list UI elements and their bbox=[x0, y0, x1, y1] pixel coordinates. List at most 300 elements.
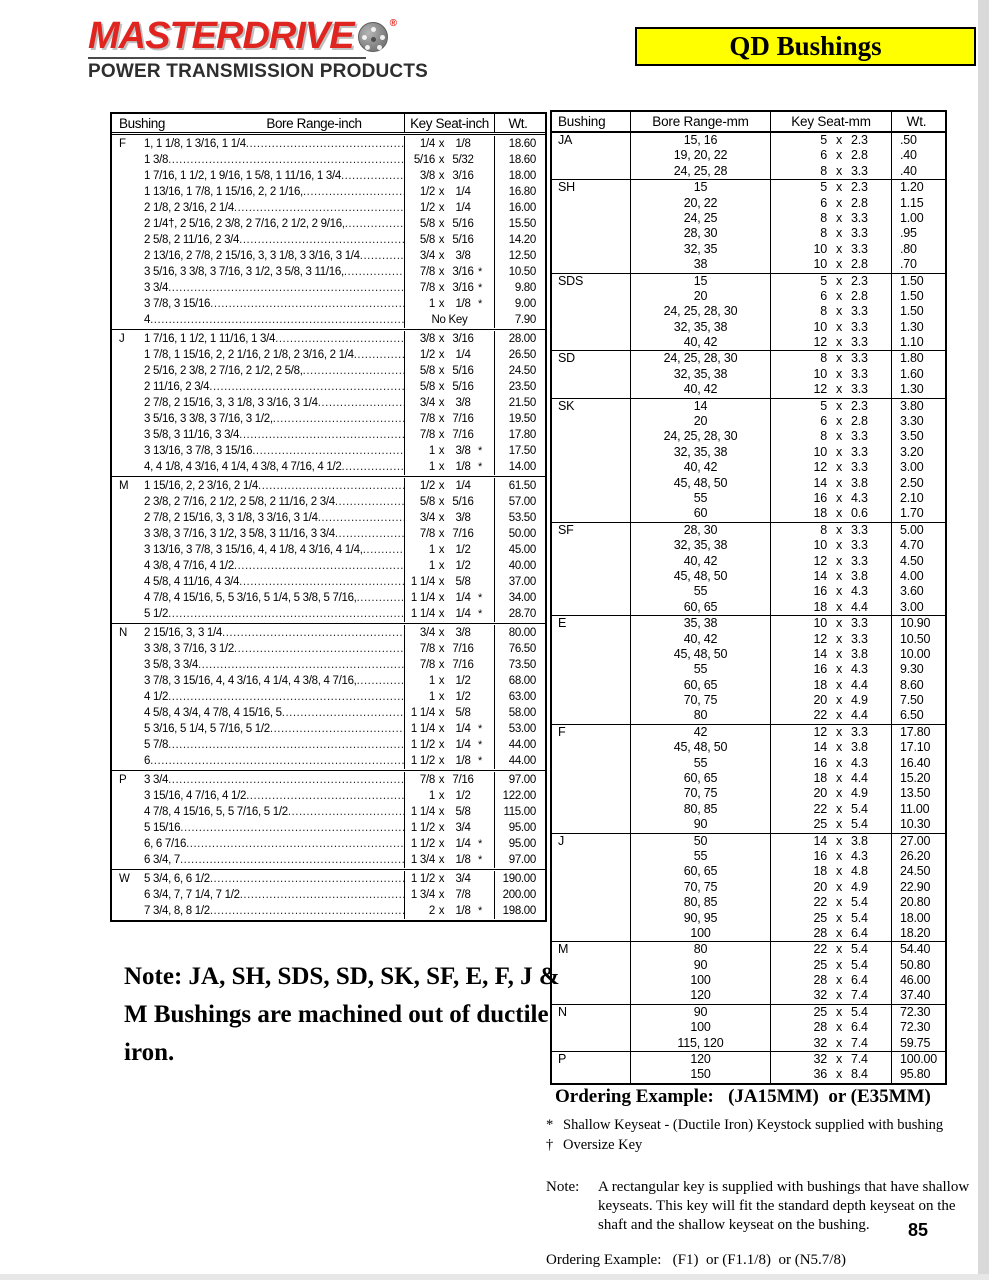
keyseat-x: x bbox=[438, 170, 445, 182]
weight-cell: 198.00 bbox=[494, 903, 541, 919]
keyseat-cell bbox=[404, 331, 494, 347]
bushing-letter: SH bbox=[558, 180, 575, 195]
bore-range-cell: 55 bbox=[630, 491, 770, 506]
bore-cell bbox=[112, 721, 404, 737]
table-row bbox=[112, 478, 545, 494]
keyseat-width: 1 1/2 bbox=[410, 739, 435, 751]
keyseat-height: 5.4 bbox=[851, 942, 868, 957]
keyseat-x: x bbox=[438, 202, 445, 214]
keyseat-width: 1 1/4 bbox=[410, 806, 435, 818]
keyseat-x: x bbox=[835, 708, 843, 723]
weight-cell: 97.00 bbox=[494, 852, 541, 868]
weight-cell: 34.00 bbox=[494, 590, 541, 606]
table-row bbox=[112, 411, 545, 427]
keyseat-height: 5.4 bbox=[851, 1004, 868, 1019]
page-title: QD Bushings bbox=[729, 31, 882, 61]
bore-cell bbox=[112, 168, 404, 184]
keyseat-width: 8 bbox=[820, 226, 827, 241]
keyseat-height: 2.8 bbox=[851, 288, 868, 303]
keyseat-width: 1 1/4 bbox=[410, 723, 435, 735]
bushing-letter bbox=[552, 880, 630, 895]
keyseat-height: 3.3 bbox=[851, 616, 868, 631]
bore-cell bbox=[112, 443, 404, 459]
table-row bbox=[552, 476, 945, 491]
bushing-letter bbox=[552, 895, 630, 910]
table-row bbox=[552, 554, 945, 569]
keyseat-cell bbox=[770, 257, 891, 272]
weight-cell: 21.50 bbox=[494, 395, 541, 411]
bushing-letter bbox=[552, 756, 630, 771]
table-row bbox=[112, 264, 545, 280]
shallow-keyseat-star: * bbox=[478, 266, 482, 278]
weight-cell: 50.80 bbox=[891, 958, 941, 973]
dot-leader bbox=[210, 296, 404, 312]
keyseat-x: x bbox=[835, 429, 843, 444]
table-row bbox=[552, 242, 945, 257]
weight-cell: 2.10 bbox=[891, 491, 941, 506]
table-row bbox=[552, 399, 945, 414]
keyseat-height: 3/16 bbox=[452, 170, 474, 182]
weight-cell: .70 bbox=[891, 257, 941, 272]
table-row bbox=[112, 248, 545, 264]
weight-cell: 10.50 bbox=[891, 632, 941, 647]
bore-range-cell: 60, 65 bbox=[630, 678, 770, 693]
keyseat-x: x bbox=[438, 560, 445, 572]
bore-cell bbox=[112, 772, 404, 788]
bore-range-text: 6 3/4, 7, 7 1/4, 7 1/2 bbox=[144, 889, 240, 901]
keyseat-width: 1/2 bbox=[419, 186, 435, 198]
weight-cell: 1.15 bbox=[891, 196, 941, 211]
keyseat-x: x bbox=[438, 349, 445, 361]
bore-range-cell: 38 bbox=[630, 257, 770, 272]
keyseat-width: 3/8 bbox=[419, 333, 435, 345]
keyseat-cell bbox=[404, 574, 494, 590]
keyseat-cell bbox=[404, 657, 494, 673]
keyseat-cell bbox=[404, 312, 494, 328]
bore-cell bbox=[112, 903, 404, 919]
bore-range-cell: 90 bbox=[630, 817, 770, 832]
keyseat-cell bbox=[770, 335, 891, 350]
keyseat-width: 12 bbox=[813, 724, 827, 739]
bore-range-cell: 19, 20, 22 bbox=[630, 148, 770, 163]
keyseat-height: 3.3 bbox=[851, 366, 868, 381]
page-number: 85 bbox=[908, 1220, 929, 1240]
bore-range-cell: 60, 65 bbox=[630, 600, 770, 615]
table-row bbox=[112, 606, 545, 622]
keyseat-cell bbox=[404, 510, 494, 526]
bushing-section-p bbox=[112, 770, 545, 869]
keyseat-width: 16 bbox=[813, 848, 827, 863]
keyseat-width: 1/2 bbox=[419, 349, 435, 361]
shallow-keyseat-star: * bbox=[478, 723, 482, 735]
table-row bbox=[112, 871, 545, 887]
keyseat-height: 7/16 bbox=[452, 413, 474, 425]
keyseat-x: x bbox=[835, 163, 843, 178]
table-row bbox=[552, 926, 945, 941]
keyseat-cell bbox=[404, 152, 494, 168]
table-row bbox=[552, 196, 945, 211]
keyseat-height: 5/8 bbox=[455, 707, 471, 719]
keyseat-cell bbox=[770, 973, 891, 988]
keyseat-x: x bbox=[835, 662, 843, 677]
keyseat-x: x bbox=[438, 806, 445, 818]
table-row bbox=[552, 973, 945, 988]
keyseat-x: x bbox=[835, 1004, 843, 1019]
keyseat-width: 1/2 bbox=[419, 202, 435, 214]
keyseat-cell bbox=[770, 367, 891, 382]
bushing-section-f bbox=[112, 135, 545, 329]
keyseat-cell bbox=[770, 756, 891, 771]
bore-range-cell: 80, 85 bbox=[630, 802, 770, 817]
keyseat-width: 5 bbox=[820, 180, 827, 195]
dot-leader bbox=[258, 478, 404, 494]
keyseat-x: x bbox=[438, 154, 445, 166]
bore-cell bbox=[112, 379, 404, 395]
weight-cell: 115.00 bbox=[494, 804, 541, 820]
weight-cell: .40 bbox=[891, 148, 941, 163]
keyseat-cell bbox=[404, 689, 494, 705]
weight-cell: 190.00 bbox=[494, 871, 541, 887]
keyseat-x: x bbox=[835, 553, 843, 568]
keyseat-width: 1 3/4 bbox=[410, 854, 435, 866]
keyseat-x: x bbox=[835, 538, 843, 553]
bore-range-text: 2 15/16, 3, 3 1/4 bbox=[144, 627, 223, 639]
keyseat-cell bbox=[770, 678, 891, 693]
keyseat-height: 1/4 bbox=[455, 592, 471, 604]
bore-cell bbox=[112, 753, 404, 769]
keyseat-height: 3.8 bbox=[851, 740, 868, 755]
bore-range-cell: 50 bbox=[630, 834, 770, 849]
table-row bbox=[112, 216, 545, 232]
bore-range-text: 2 5/8, 2 11/16, 2 3/4 bbox=[144, 234, 240, 246]
keyseat-width: 28 bbox=[813, 973, 827, 988]
keyseat-x: x bbox=[438, 397, 445, 409]
keyseat-cell bbox=[404, 280, 494, 296]
keyseat-width: 10 bbox=[813, 257, 827, 272]
bushing-letter: E bbox=[558, 616, 567, 631]
keyseat-width: 18 bbox=[813, 506, 827, 521]
keyseat-width: 5/8 bbox=[419, 218, 435, 230]
keyseat-width: 16 bbox=[813, 490, 827, 505]
keyseat-x: x bbox=[835, 646, 843, 661]
bore-range-cell: 70, 75 bbox=[630, 693, 770, 708]
weight-cell: 18.60 bbox=[494, 152, 541, 168]
inch-table-body bbox=[112, 135, 545, 920]
table-row bbox=[112, 689, 545, 705]
bushing-letter bbox=[552, 584, 630, 599]
keyseat-x: x bbox=[438, 739, 445, 751]
bore-range-cell: 40, 42 bbox=[630, 460, 770, 475]
table-row bbox=[552, 849, 945, 864]
dot-leader bbox=[318, 395, 404, 411]
bore-cell bbox=[112, 526, 404, 542]
table-row bbox=[552, 274, 945, 289]
keyseat-cell bbox=[770, 1036, 891, 1051]
ductile-iron-note: Note: JA, SH, SDS, SD, SK, SF, E, F, J & M Bushings are machined out of ductile iron. bbox=[124, 963, 560, 1066]
bore-range-text: 5 1/2 bbox=[144, 608, 169, 620]
bore-range-cell: 32, 35, 38 bbox=[630, 367, 770, 382]
bushing-letter bbox=[552, 476, 630, 491]
keyseat-cell bbox=[770, 460, 891, 475]
keyseat-height: 4.4 bbox=[851, 708, 868, 723]
keyseat-x: x bbox=[835, 506, 843, 521]
shallow-keyseat-text: Shallow Keyseat - (Ductile Iron) Keystock supplied with bushing bbox=[563, 1117, 944, 1133]
bushing-letter bbox=[552, 506, 630, 521]
bore-range-cell: 150 bbox=[630, 1067, 770, 1082]
keyseat-cell bbox=[770, 988, 891, 1003]
weight-cell: 4.70 bbox=[891, 538, 941, 553]
brand-tagline: POWER TRANSMISSION PRODUCTS bbox=[88, 61, 429, 82]
keyseat-height: 6.4 bbox=[851, 1020, 868, 1035]
keyseat-height: 2.3 bbox=[851, 133, 868, 147]
keyseat-cell bbox=[404, 459, 494, 475]
bushing-letter bbox=[552, 164, 630, 179]
table-row bbox=[552, 148, 945, 163]
keyseat-x: x bbox=[438, 544, 445, 556]
keyseat-height: 3.3 bbox=[851, 553, 868, 568]
bore-cell bbox=[112, 510, 404, 526]
table-row bbox=[552, 226, 945, 241]
keyseat-x: x bbox=[438, 138, 445, 150]
weight-cell: 20.80 bbox=[891, 895, 941, 910]
table-row bbox=[112, 152, 545, 168]
bore-cell bbox=[112, 152, 404, 168]
bore-range-cell: 80 bbox=[630, 708, 770, 723]
keyseat-cell bbox=[404, 411, 494, 427]
weight-cell: 40.00 bbox=[494, 558, 541, 574]
bore-range-text: 2 13/16, 2 7/8, 2 15/16, 3, 3 1/8, 3 3/16, 3 1/4 bbox=[144, 250, 360, 262]
bushing-section-m bbox=[552, 941, 945, 1004]
bushing-letter: N bbox=[558, 1004, 567, 1019]
metric-table-header bbox=[552, 112, 945, 133]
keyseat-cell bbox=[404, 705, 494, 721]
keyseat-width: 5/8 bbox=[419, 496, 435, 508]
bushing-letter: F bbox=[119, 138, 126, 150]
keyseat-x: x bbox=[835, 755, 843, 770]
bushing-letter bbox=[552, 304, 630, 319]
keyseat-cell bbox=[770, 148, 891, 163]
keyseat-height: 3.3 bbox=[851, 522, 868, 537]
keyseat-width: 14 bbox=[813, 740, 827, 755]
keyseat-width: 3/8 bbox=[419, 170, 435, 182]
keyseat-x: x bbox=[835, 833, 843, 848]
weight-cell: 19.50 bbox=[494, 411, 541, 427]
keyseat-x: x bbox=[835, 414, 843, 429]
bore-range-cell: 55 bbox=[630, 584, 770, 599]
bushing-letter bbox=[552, 445, 630, 460]
bore-range-cell: 32, 35 bbox=[630, 242, 770, 257]
table-row bbox=[112, 168, 545, 184]
dot-leader bbox=[150, 753, 404, 769]
keyseat-x: x bbox=[835, 133, 843, 147]
bushing-letter bbox=[552, 817, 630, 832]
bore-range-cell: 40, 42 bbox=[630, 335, 770, 350]
keyseat-width: 10 bbox=[813, 241, 827, 256]
table-row bbox=[112, 625, 545, 641]
table-row bbox=[112, 395, 545, 411]
weight-cell: 11.00 bbox=[891, 802, 941, 817]
weight-cell: 80.00 bbox=[494, 625, 541, 641]
keyseat-width: 22 bbox=[813, 801, 827, 816]
col-header-bore-inch: Bore Range-inch bbox=[266, 116, 362, 131]
shallow-keyseat-star: * bbox=[478, 838, 482, 850]
keyseat-x: x bbox=[438, 365, 445, 377]
shallow-keyseat-star: * bbox=[478, 854, 482, 866]
keyseat-x: x bbox=[438, 592, 445, 604]
keyseat-width: 1 1/4 bbox=[410, 608, 435, 620]
bore-range-cell: 70, 75 bbox=[630, 786, 770, 801]
bushing-section-sh bbox=[552, 179, 945, 272]
bore-range-text: 4 bbox=[144, 314, 151, 326]
keyseat-width: 7/8 bbox=[419, 643, 435, 655]
bore-range-cell: 20, 22 bbox=[630, 196, 770, 211]
keyseat-height: 1/4 bbox=[455, 349, 471, 361]
bore-cell bbox=[112, 788, 404, 804]
table-row bbox=[552, 942, 945, 957]
keyseat-x: x bbox=[835, 522, 843, 537]
bushing-letter bbox=[552, 335, 630, 350]
keyseat-cell bbox=[404, 903, 494, 919]
keyseat-x: x bbox=[438, 627, 445, 639]
table-row bbox=[552, 429, 945, 444]
table-row bbox=[552, 693, 945, 708]
dot-leader bbox=[318, 510, 404, 526]
keyseat-cell bbox=[404, 836, 494, 852]
bushing-letter bbox=[552, 242, 630, 257]
weight-cell: 3.60 bbox=[891, 584, 941, 599]
table-row bbox=[552, 1036, 945, 1051]
dot-leader bbox=[168, 689, 404, 705]
keyseat-height: 3/4 bbox=[455, 822, 471, 834]
keyseat-height: 5.4 bbox=[851, 910, 868, 925]
keyseat-height: 3.3 bbox=[851, 163, 868, 178]
weight-cell: 68.00 bbox=[494, 673, 541, 689]
keyseat-x: x bbox=[835, 335, 843, 350]
weight-cell: 14.20 bbox=[494, 232, 541, 248]
keyseat-width: 12 bbox=[813, 553, 827, 568]
keyseat-cell bbox=[404, 526, 494, 542]
inch-table-header bbox=[112, 114, 545, 135]
keyseat-width: 8 bbox=[820, 163, 827, 178]
keyseat-width: 7/8 bbox=[419, 282, 435, 294]
keyseat-x: x bbox=[438, 675, 445, 687]
keyseat-width: 1 bbox=[428, 691, 435, 703]
keyseat-x: x bbox=[438, 445, 445, 457]
bore-cell bbox=[112, 852, 404, 868]
weight-cell: 27.00 bbox=[891, 834, 941, 849]
table-row bbox=[552, 1052, 945, 1067]
dot-leader bbox=[335, 494, 404, 510]
keyseat-width: 8 bbox=[820, 351, 827, 366]
keyseat-width: 6 bbox=[820, 288, 827, 303]
bore-range-text: 6, 6 7/16 bbox=[144, 838, 187, 850]
weight-cell: 3.50 bbox=[891, 429, 941, 444]
bushing-section-n bbox=[112, 623, 545, 770]
table-row bbox=[552, 584, 945, 599]
inch-bushing-table bbox=[110, 112, 547, 922]
keyseat-cell bbox=[404, 363, 494, 379]
bore-cell bbox=[112, 264, 404, 280]
weight-cell: 17.80 bbox=[891, 725, 941, 740]
bushing-letter bbox=[552, 708, 630, 723]
bore-cell bbox=[112, 200, 404, 216]
bore-range-cell: 20 bbox=[630, 414, 770, 429]
keyseat-width: 8 bbox=[820, 304, 827, 319]
weight-cell: 1.10 bbox=[891, 335, 941, 350]
dot-leader bbox=[240, 887, 404, 903]
bore-range-text: 2 5/16, 2 3/8, 2 7/16, 2 1/2, 2 5/8, bbox=[144, 365, 303, 377]
keyseat-height: 3/16 bbox=[452, 333, 474, 345]
bushing-letter bbox=[552, 632, 630, 647]
weight-cell: 61.50 bbox=[494, 478, 541, 494]
bushing-letter bbox=[552, 771, 630, 786]
keyseat-cell bbox=[404, 296, 494, 312]
bore-cell bbox=[112, 625, 404, 641]
keyseat-x: x bbox=[835, 925, 843, 940]
keyseat-width: 3/4 bbox=[419, 512, 435, 524]
keyseat-width: 20 bbox=[813, 879, 827, 894]
weight-cell: 63.00 bbox=[494, 689, 541, 705]
bushing-letter bbox=[552, 740, 630, 755]
keyseat-x: x bbox=[438, 298, 445, 310]
bore-cell bbox=[112, 411, 404, 427]
bushing-section-j bbox=[112, 329, 545, 476]
dot-leader bbox=[354, 347, 404, 363]
keyseat-x: x bbox=[835, 241, 843, 256]
keyseat-x: x bbox=[835, 351, 843, 366]
keyseat-height: 1/2 bbox=[455, 691, 471, 703]
bore-range-text: 4 7/8, 4 15/16, 5, 5 3/16, 5 1/4, 5 3/8, 5 7/16, bbox=[144, 592, 357, 604]
keyseat-height: 5/8 bbox=[455, 806, 471, 818]
shallow-keyseat-star: * bbox=[478, 445, 482, 457]
weight-cell: 37.40 bbox=[891, 988, 941, 1003]
bore-range-text: 3 3/4 bbox=[144, 282, 169, 294]
keyseat-cell bbox=[770, 226, 891, 241]
weight-cell: 10.90 bbox=[891, 616, 941, 631]
bore-range-cell: 55 bbox=[630, 756, 770, 771]
keyseat-height: 2.3 bbox=[851, 180, 868, 195]
bushing-section-sds bbox=[552, 273, 945, 351]
weight-cell: 16.80 bbox=[494, 184, 541, 200]
bore-cell bbox=[112, 459, 404, 475]
keyseat-cell bbox=[770, 740, 891, 755]
keyseat-cell bbox=[404, 558, 494, 574]
bushing-letter: SDS bbox=[558, 273, 584, 288]
table-row bbox=[112, 705, 545, 721]
table-row bbox=[112, 558, 545, 574]
table-row bbox=[112, 296, 545, 312]
keyseat-cell bbox=[770, 133, 891, 148]
keyseat-x: x bbox=[835, 195, 843, 210]
keyseat-height: 3.8 bbox=[851, 568, 868, 583]
keyseat-x: x bbox=[835, 584, 843, 599]
weight-cell: 10.30 bbox=[891, 817, 941, 832]
keyseat-width: 10 bbox=[813, 319, 827, 334]
keyseat-x: x bbox=[835, 475, 843, 490]
bushing-section-j bbox=[552, 833, 945, 942]
bushing-icon bbox=[358, 22, 388, 52]
keyseat-width: 5 bbox=[820, 133, 827, 147]
table-row bbox=[552, 864, 945, 879]
keyseat-cell bbox=[404, 379, 494, 395]
bushing-letter: N bbox=[119, 627, 128, 639]
ordering-example-inch: Ordering Example: (F1) or (F1.1/8) or (N5.7/8) bbox=[546, 1252, 846, 1268]
bore-range-cell: 20 bbox=[630, 289, 770, 304]
keyseat-cell bbox=[770, 164, 891, 179]
keyseat-x: x bbox=[835, 304, 843, 319]
keyseat-cell bbox=[770, 399, 891, 414]
bushing-letter: J bbox=[119, 333, 125, 345]
